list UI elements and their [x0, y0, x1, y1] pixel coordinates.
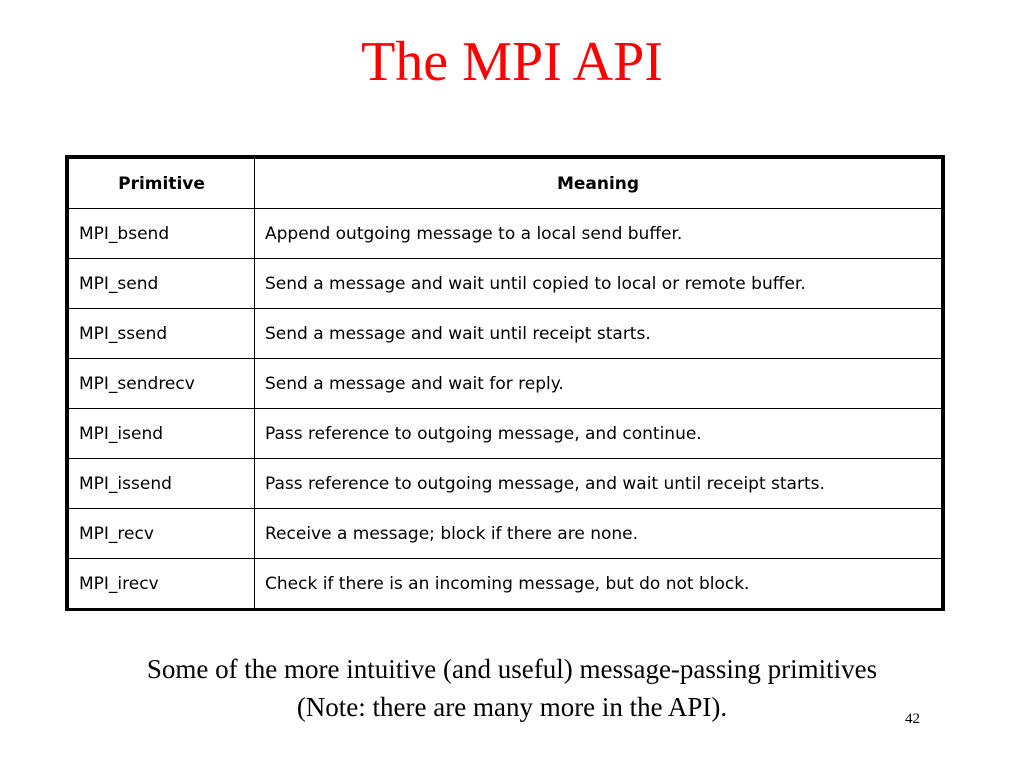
mpi-primitives-table [65, 155, 945, 611]
primitive-cell: MPI_send [69, 259, 255, 309]
table-row [69, 359, 942, 409]
header-meaning: Meaning [255, 159, 942, 209]
meaning-cell: Check if there is an incoming message, but do not block. [255, 559, 942, 609]
table-row [69, 559, 942, 609]
caption-line-2: (Note: there are many more in the API). [296, 692, 728, 722]
meaning-cell: Send a message and wait until receipt starts. [255, 309, 942, 359]
primitive-cell: MPI_ssend [69, 309, 255, 359]
table-row [69, 259, 942, 309]
table-row [69, 309, 942, 359]
primitive-cell: MPI_issend [69, 459, 255, 509]
primitive-cell: MPI_irecv [69, 559, 255, 609]
slide-title: The MPI API [361, 31, 663, 93]
primitive-cell: MPI_bsend [69, 209, 255, 259]
api-table [68, 158, 942, 609]
table-header-row [69, 159, 942, 209]
meaning-cell: Pass reference to outgoing message, and wait until receipt starts. [255, 459, 942, 509]
table-row [69, 409, 942, 459]
header-primitive: Primitive [69, 159, 255, 209]
table-row [69, 459, 942, 509]
meaning-cell: Pass reference to outgoing message, and continue. [255, 409, 942, 459]
primitive-cell: MPI_isend [69, 409, 255, 459]
page-number: 42 [905, 711, 920, 727]
meaning-cell: Receive a message; block if there are none. [255, 509, 942, 559]
primitive-cell: MPI_recv [69, 509, 255, 559]
slide-caption [0, 650, 1024, 726]
meaning-cell: Send a message and wait for reply. [255, 359, 942, 409]
meaning-cell: Append outgoing message to a local send buffer. [255, 209, 942, 259]
caption-line-1: Some of the more intuitive (and useful) message-passing primitives [146, 654, 878, 684]
primitive-cell: MPI_sendrecv [69, 359, 255, 409]
table-row [69, 209, 942, 259]
table-row [69, 509, 942, 559]
meaning-cell: Send a message and wait until copied to local or remote buffer. [255, 259, 942, 309]
